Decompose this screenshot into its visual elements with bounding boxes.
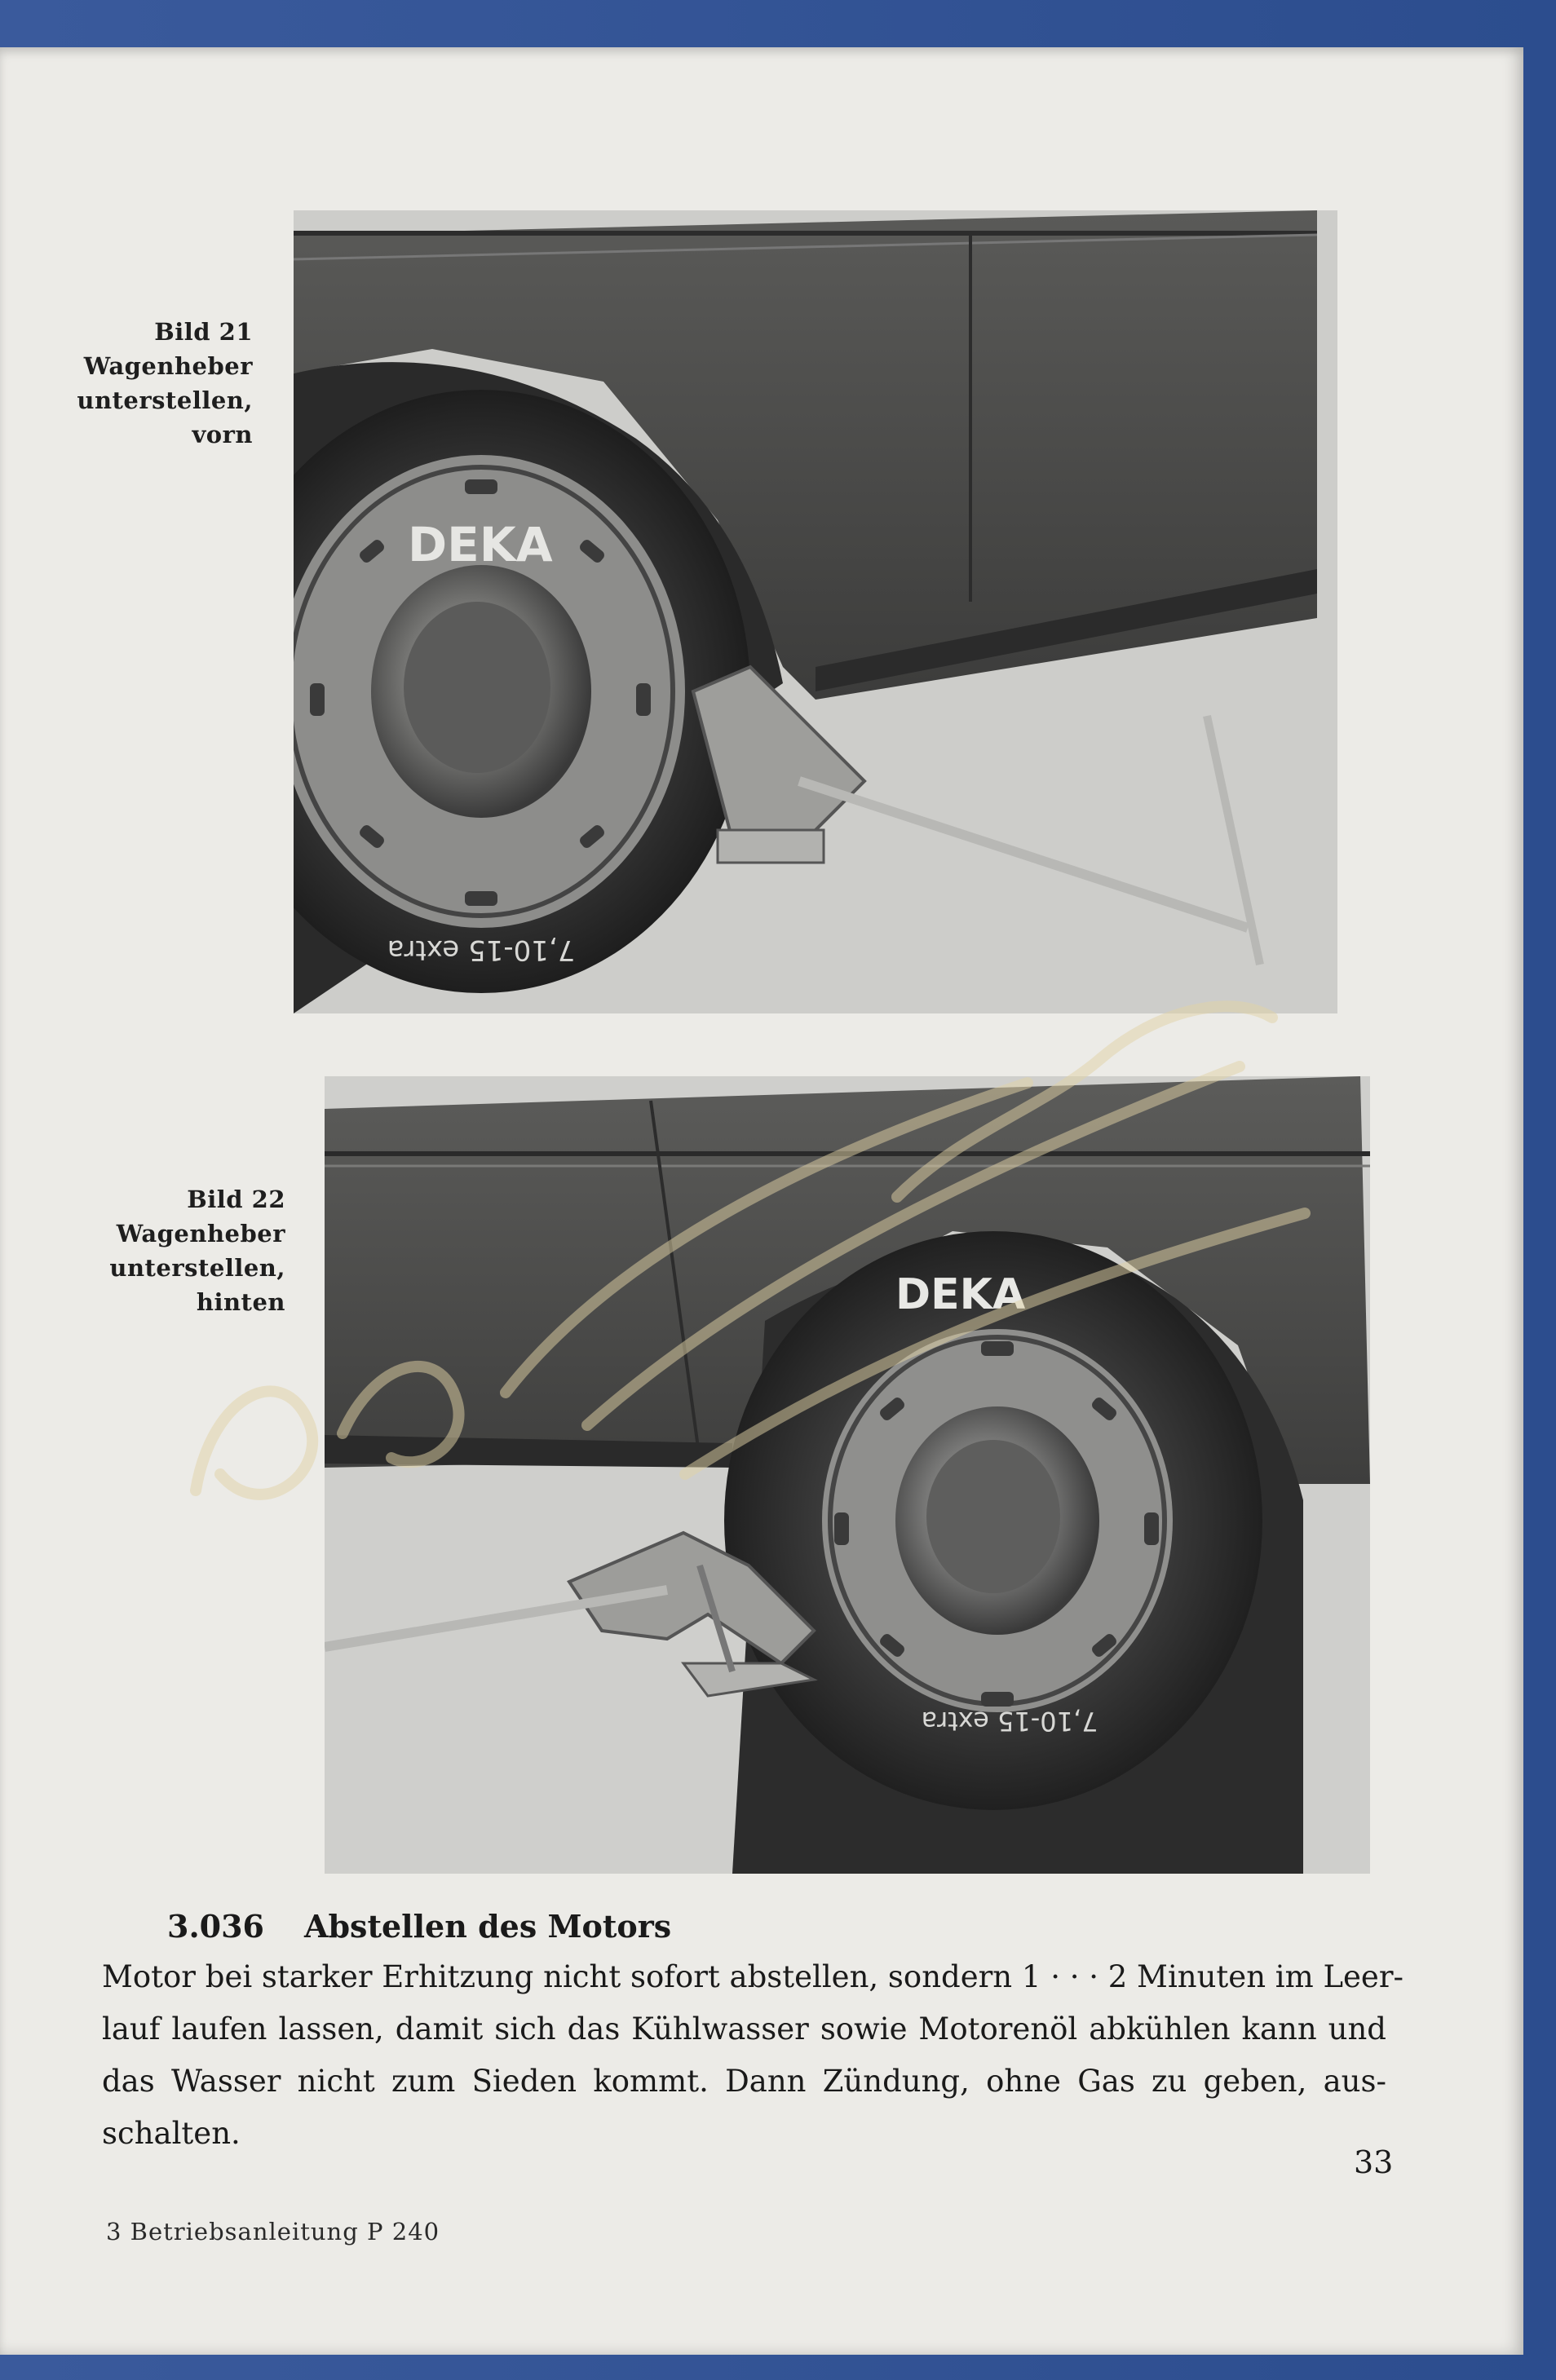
figure-21-photo [294, 210, 1337, 1013]
paragraph-line: Motor bei starker Erhitzung nicht sofort abstellen, sondern 1 · · · 2 Minuten im Leer- [102, 1959, 1404, 1994]
paragraph-line: lauf laufen lassen, damit sich das Kühlwasser sowie Motorenöl abkühlen kann und [102, 2011, 1386, 2047]
tire-size-label: 7,10-15 extra [921, 1706, 1098, 1737]
caption-line: Wagenheber [83, 352, 253, 380]
figure-22-photo [325, 1076, 1370, 1874]
caption-line: unterstellen, [77, 386, 253, 414]
caption-line: unterstellen, [109, 1254, 285, 1282]
tire-brand-label: DEKA [895, 1270, 1026, 1319]
caption-line: Wagenheber [116, 1220, 285, 1247]
page-footer: 3 Betriebsanleitung P 240 [106, 2218, 440, 2245]
figure-22-caption [82, 1182, 285, 1319]
front-jack-illustration [294, 210, 1337, 1013]
figure-21-caption [49, 315, 253, 452]
caption-line: Bild 21 [154, 318, 253, 346]
caption-line: Bild 22 [187, 1186, 285, 1213]
section-title: Abstellen des Motors [304, 1908, 672, 1945]
book-page [0, 47, 1523, 2355]
paragraph-line: das Wasser nicht zum Sieden kommt. Dann Zündung, ohne Gas zu geben, aus- [102, 2064, 1386, 2099]
section-paragraph [102, 1951, 1404, 2160]
section-number: 3.036 [167, 1908, 264, 1945]
section-heading [167, 1908, 671, 1945]
tire-size-label: 7,10-15 extra [387, 934, 576, 966]
page-number: 33 [1354, 2144, 1394, 2180]
rear-jack-illustration [325, 1076, 1370, 1874]
caption-line: hinten [196, 1288, 285, 1316]
paragraph-line: schalten. [102, 2116, 241, 2151]
tire-brand-label: DEKA [408, 517, 553, 572]
caption-line: vorn [192, 421, 253, 448]
